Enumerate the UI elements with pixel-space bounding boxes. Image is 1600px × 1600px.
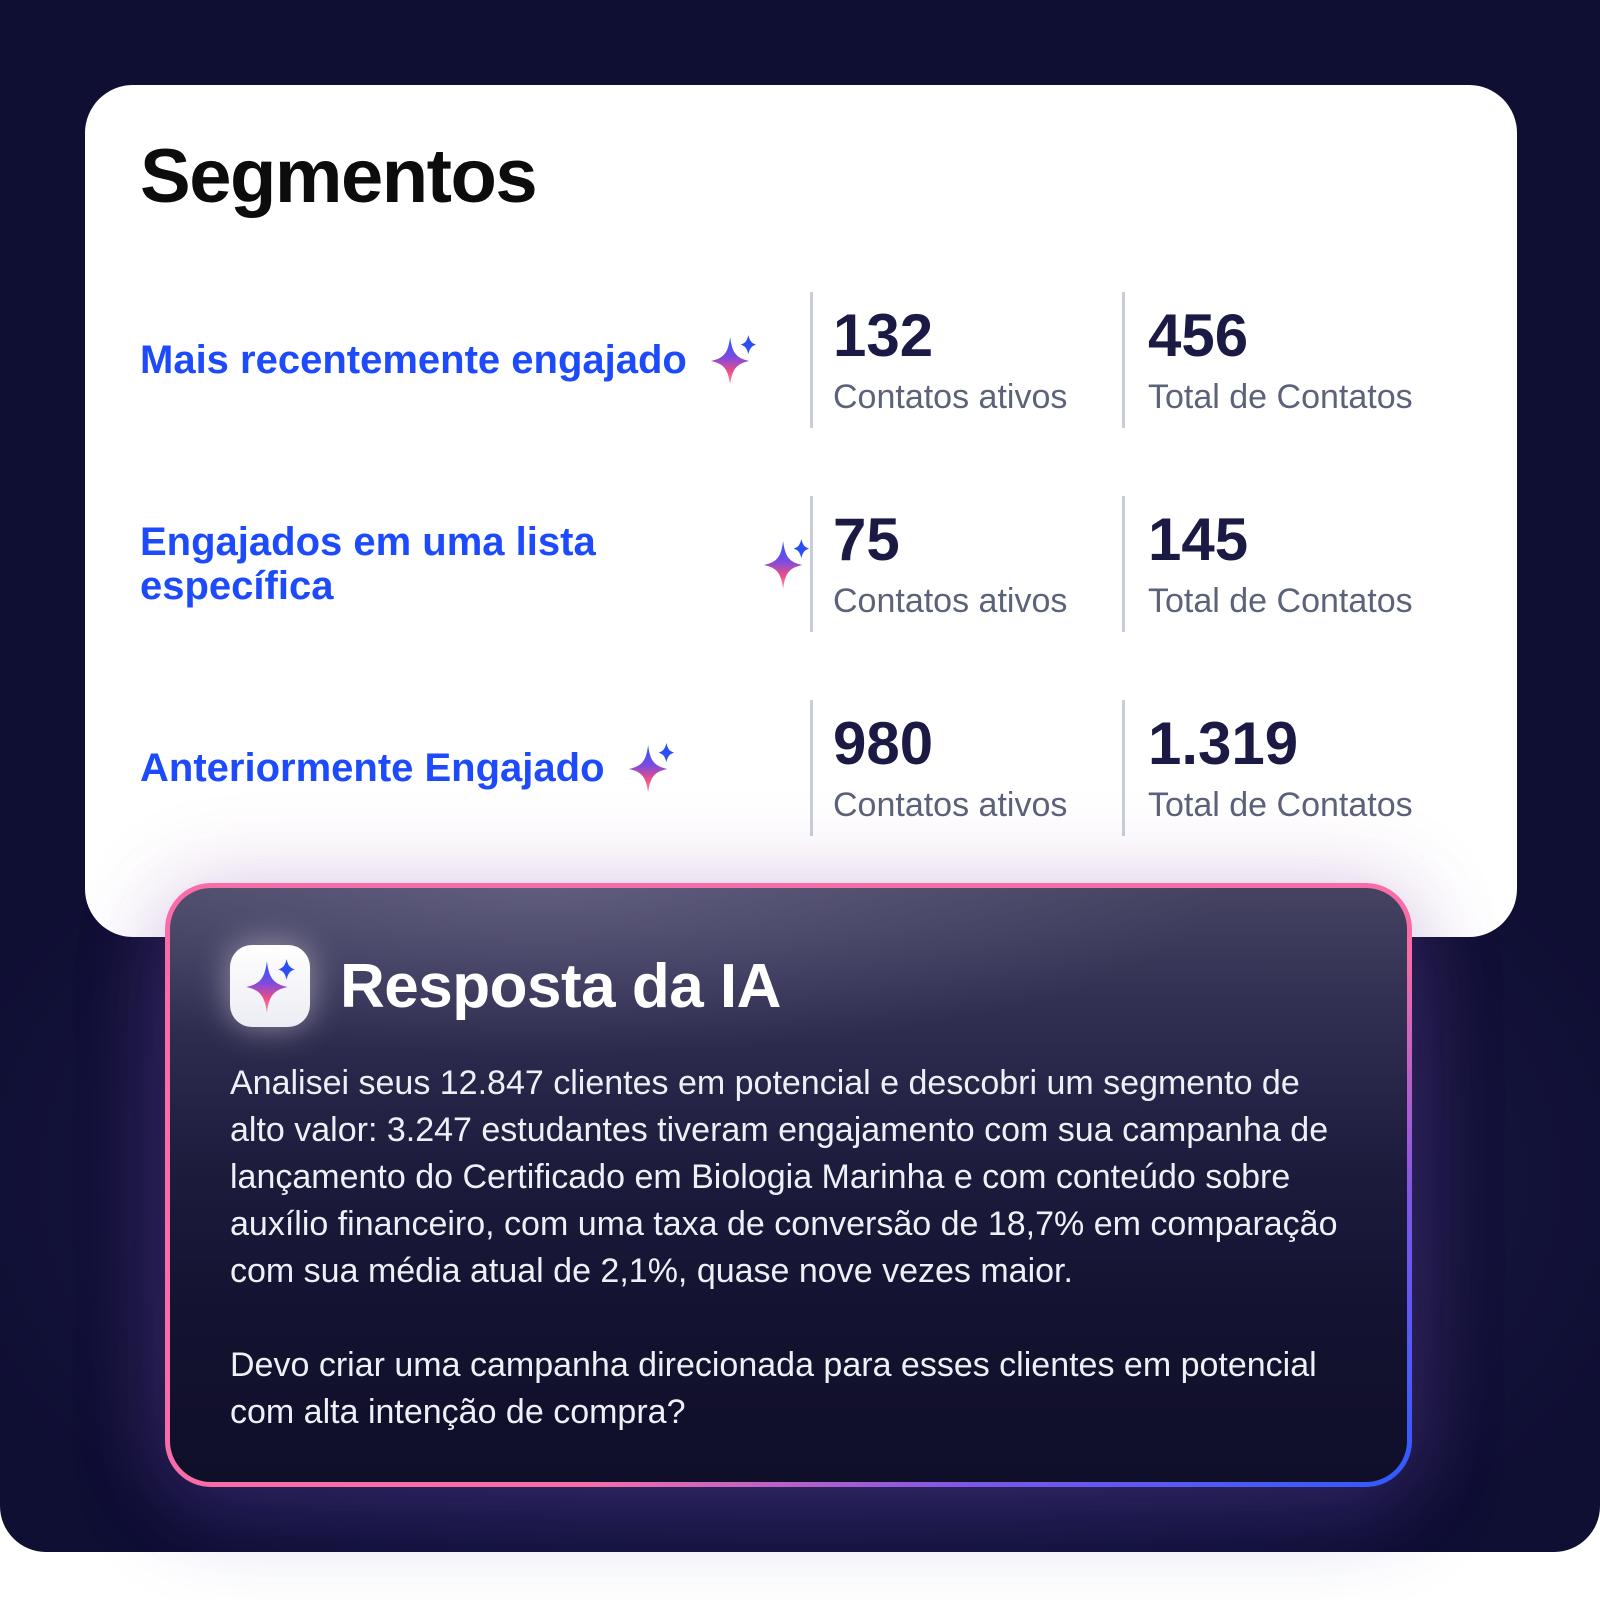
ai-response-card-inner <box>170 888 1407 1482</box>
ai-sparkle-icon <box>244 957 296 1015</box>
ai-sparkle-icon <box>627 741 675 795</box>
ai-sparkle-icon <box>709 333 757 387</box>
ai-card-header <box>230 945 781 1027</box>
active-contacts-value: 75 <box>833 506 900 573</box>
total-contacts-label: Total de Contatos <box>1148 786 1413 824</box>
segment-row <box>140 496 1462 632</box>
total-contacts-stat <box>1122 700 1462 836</box>
active-contacts-label: Contatos ativos <box>833 582 1068 620</box>
ai-response-text <box>230 1060 1350 1482</box>
active-contacts-value: 980 <box>833 710 934 777</box>
total-contacts-value: 1.319 <box>1148 710 1299 777</box>
active-contacts-stat <box>810 292 1122 428</box>
total-contacts-value: 456 <box>1148 302 1249 369</box>
segment-link[interactable]: Engajados em uma lista específica <box>140 520 596 608</box>
active-contacts-label: Contatos ativos <box>833 786 1068 824</box>
ai-sparkle-icon <box>762 537 810 591</box>
ai-paragraph: Analisei seus 12.847 clientes em potencial e descobri um segmento de alto valor: 3.247 estudantes tiveram engajamento com sua campanha de lançamento do Certificado em Biologia Marinha e com conteúdo sobre auxílio financeiro, com uma taxa de conversão de 18,7% em comparação com sua média atual de 2,1%, quase nove vezes maior. <box>230 1064 1338 1290</box>
total-contacts-label: Total de Contatos <box>1148 378 1413 416</box>
ai-response-card <box>165 883 1412 1487</box>
ai-card-title: Resposta da IA <box>340 951 781 1021</box>
segment-label-cell <box>140 496 810 632</box>
segment-row <box>140 700 1462 836</box>
segments-card <box>85 85 1517 937</box>
segment-link[interactable]: Mais recentemente engajado <box>140 338 687 382</box>
active-contacts-label: Contatos ativos <box>833 378 1068 416</box>
segment-row <box>140 292 1462 428</box>
total-contacts-stat <box>1122 496 1462 632</box>
segment-label-cell <box>140 700 810 836</box>
ai-paragraph: Devo criar uma campanha direcionada para esses clientes em potencial com alta intenção de compra? <box>230 1346 1317 1431</box>
total-contacts-stat <box>1122 292 1462 428</box>
segment-link[interactable]: Anteriormente Engajado <box>140 746 605 790</box>
active-contacts-stat <box>810 700 1122 836</box>
ai-sparkle-badge <box>230 945 310 1027</box>
segment-label-cell <box>140 292 810 428</box>
active-contacts-stat <box>810 496 1122 632</box>
total-contacts-label: Total de Contatos <box>1148 582 1413 620</box>
active-contacts-value: 132 <box>833 302 934 369</box>
segments-title: Segmentos <box>140 134 537 219</box>
total-contacts-value: 145 <box>1148 506 1249 573</box>
